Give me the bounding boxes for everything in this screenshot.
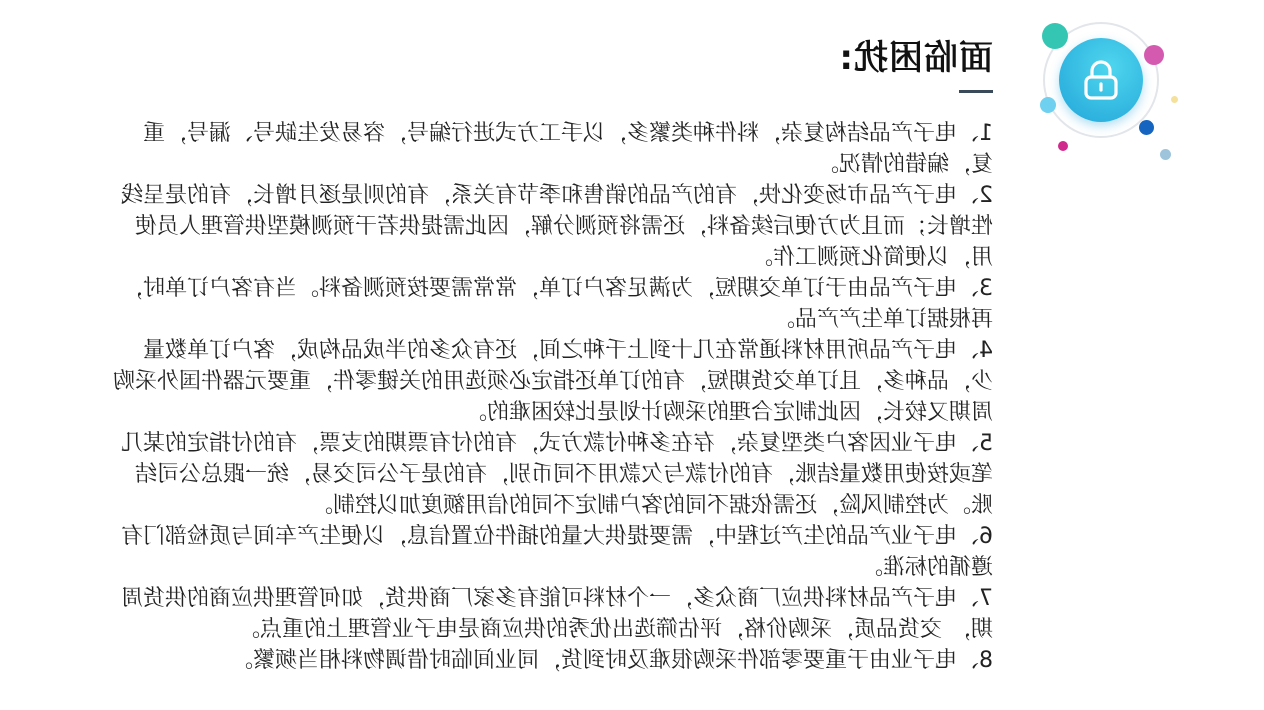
decor-dot-magenta [1144, 45, 1164, 65]
title-underline [959, 90, 993, 93]
paragraph-5: 5、电子业因客户类型复杂，存在多种付款方式，有的付有票期的支票，有的付指定的某几笔或按使用数量结账，有的付款与欠款用不同币别，有的是子公司交易，统一跟总公司结账。为控制风险，还需依据不同的客户制定不同的信用额度加以控制。 [120, 431, 993, 518]
paragraph-1: 1、电子产品结构复杂，料件种类繁多，以手工方式进行编号，容易发生缺号、漏号，重复，编错的情况。 [143, 121, 993, 177]
paragraph-8: 8、电子业由于重要零部件采购很难及时到货，同业间临时借调物料相当频繁。 [231, 648, 993, 673]
decor-dot-grayblue [1160, 149, 1171, 160]
decor-dot-yellow [1171, 96, 1178, 103]
paragraph-6: 6、电子业产品的生产过程中，需要提供大量的插件位置信息，以便生产车间与质检部门有遵循的标准。 [120, 524, 993, 580]
paragraph-2: 2、电子产品市场变化快，有的产品的销售和季节有关系，有的则是逐月增长，有的是呈线性增长；而且为方便后续备料，还需将预测分解，因此需提供若干预测模型供管理人员使用，以便简化预测工作。 [120, 183, 993, 270]
decor-dot-pink [1058, 141, 1068, 151]
paragraph-3: 3、电子产品由于订单交期短，为满足客户订单，常常需要按预测备料。当有客户订单时，再根据订单生产产品。 [120, 276, 993, 332]
decor-dot-lightblue [1040, 97, 1056, 113]
lock-icon [1083, 60, 1119, 100]
lock-badge [1021, 20, 1171, 170]
decor-dot-teal [1042, 23, 1068, 49]
paragraph-4: 4、电子产品所用材料通常在几十到上千种之间，还有众多的半成品构成，客户订单数量少，品种多，且订单交货期短，有的订单还指定必须选用的关键零件，重要元器件国外采购周期又较长，因此制定合理的采购计划是比较困难的。 [112, 338, 993, 425]
page-title: 面临困扰: [838, 38, 993, 78]
body-text [102, 118, 993, 676]
paragraph-7: 7、电子产品材料供应厂商众多，一个材料可能有多家厂商供货，如何管理供应商的供货周期， 交货品质，采购价格，评估筛选出优秀的供应商是电子业管理上的重点。 [120, 586, 993, 642]
decor-dot-darkblue [1139, 120, 1154, 135]
